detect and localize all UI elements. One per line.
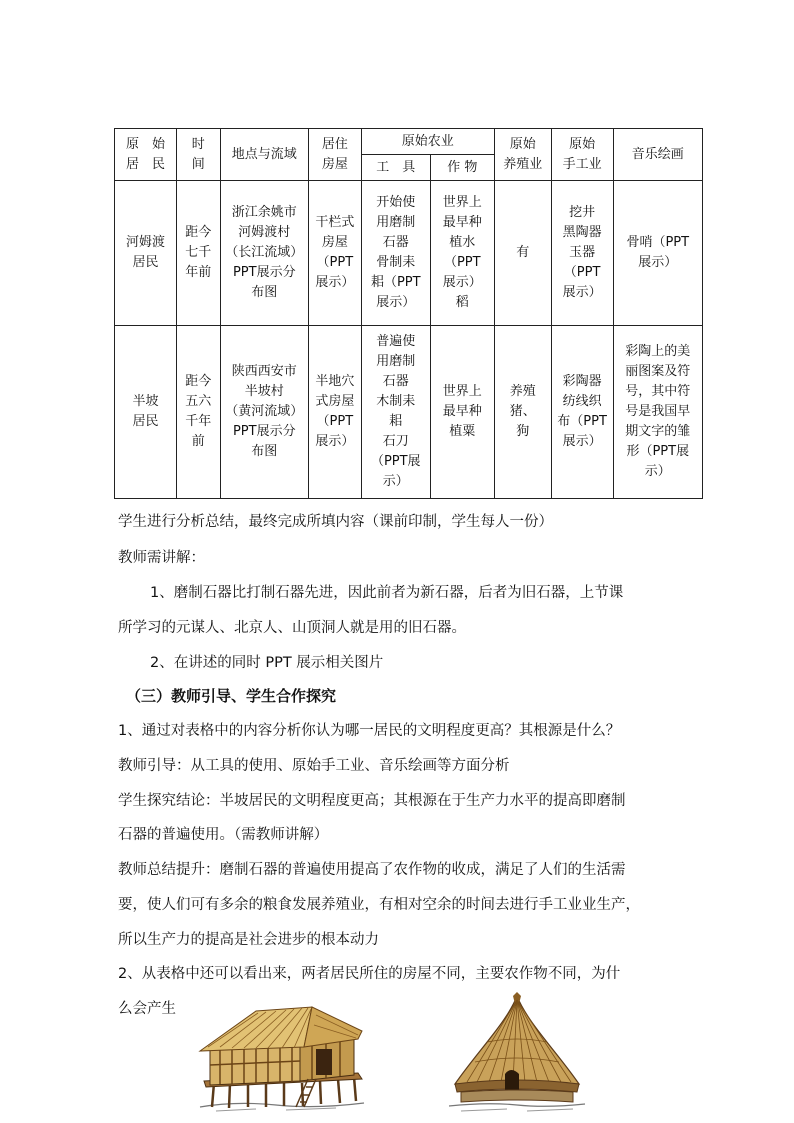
cell-line: 最早种	[442, 215, 482, 230]
cell-line: 耜（PPT	[370, 275, 421, 290]
cell-line: 石器	[382, 374, 409, 389]
cell-husbandry	[494, 326, 551, 499]
cell-line: 用磨制	[376, 215, 416, 230]
cell-line: （PPT	[316, 255, 354, 270]
cell-line: 半地穴	[315, 374, 355, 389]
cell-handicraft	[551, 181, 613, 326]
cell-line: （PPT	[563, 265, 601, 280]
cell-line: 期文字的雏	[625, 424, 691, 439]
header-agriculture: 原始农业	[361, 129, 494, 155]
cell-line: 原始	[509, 136, 536, 152]
cell-line: 号是我国早	[625, 404, 691, 419]
cell-line: 年前	[185, 265, 212, 280]
cell-location	[220, 181, 308, 326]
cell-crops	[430, 326, 494, 499]
paragraph-teacher-explain: 教师需讲解：	[118, 550, 205, 566]
cell-line: 黑陶器	[562, 225, 602, 240]
cell-tools	[361, 181, 430, 326]
cell-line: 最早种	[442, 404, 482, 419]
cell-line: 养殖	[509, 384, 536, 399]
cell-line: 居 民	[125, 156, 165, 172]
cell-line: 展示）	[442, 275, 482, 290]
cell-line: 普遍使	[376, 334, 416, 349]
cell-residents	[115, 181, 177, 326]
cell-line: 河姆渡村	[238, 225, 291, 240]
stilt-house-image	[196, 1003, 368, 1115]
table-row	[115, 181, 703, 326]
cell-line: 展示）	[376, 295, 416, 310]
cell-line: （PPT展	[370, 454, 421, 469]
cell-line: 彩陶上的美	[625, 344, 691, 359]
cell-line: 展示）	[315, 434, 355, 449]
cell-line: 开始使	[376, 195, 416, 210]
cell-line: （长江流域）	[225, 245, 304, 260]
cell-line: 原始	[569, 136, 596, 152]
question-1: 1、通过对表格中的内容分析你认为哪一居民的文明程度更高？其根源是什么？	[118, 723, 621, 739]
cell-location	[220, 326, 308, 499]
cell-line: 号，其中符	[625, 384, 691, 399]
cell-line: 稻	[455, 295, 469, 310]
cell-line: 挖井	[569, 205, 596, 220]
cell-line: 居住	[321, 136, 348, 152]
header-location: 地点与流域	[220, 129, 308, 181]
cell-line: 半坡村	[244, 384, 284, 399]
cell-line: （PPT	[443, 255, 481, 270]
cell-line: 猪、	[509, 404, 536, 419]
cell-art	[613, 326, 702, 499]
teacher-guidance: 教师引导：从工具的使用、原始手工业、音乐绘画等方面分析	[118, 758, 510, 774]
header-husbandry	[494, 129, 551, 181]
cell-line: 骨制耒	[376, 255, 416, 270]
cell-line: 植粟	[449, 424, 476, 439]
cell-line: 形（PPT展	[626, 444, 690, 459]
cell-line: 式房屋	[315, 394, 355, 409]
paragraph-point-1-cont: 所学习的元谋人、北京人、山顶洞人就是用的旧石器。	[118, 620, 466, 636]
cell-line: 房屋	[321, 156, 348, 172]
cell-line: （PPT	[316, 414, 354, 429]
cell-line: 展示）	[638, 255, 678, 270]
cell-line: 丽图案及符	[625, 364, 691, 379]
section-heading: （三）教师引导、学生合作探究	[126, 687, 337, 705]
cell-line: 房屋	[321, 235, 348, 250]
cell-tools	[361, 326, 430, 499]
cell-line: 示）	[644, 464, 671, 479]
cell-line: （黄河流域）	[225, 404, 304, 419]
teacher-summary-cont: 要，使人们可有多余的粮食发展养殖业，有相对空余的时间去进行手工业业生产，	[118, 897, 640, 913]
cell-line: 展示）	[562, 434, 602, 449]
cell-line: 五六	[185, 394, 212, 409]
cell-line: 七千	[185, 245, 212, 260]
paragraph-point-1: 1、磨制石器比打制石器先进，因此前者为新石器，后者为旧石器，上节课	[150, 585, 624, 601]
header-crops: 作 物	[430, 155, 494, 181]
cell-line: 展示）	[562, 285, 602, 300]
cell-line: 展示）	[315, 275, 355, 290]
cell-line: 布图	[251, 285, 278, 300]
cell-line: 河姆渡	[125, 235, 165, 250]
cell-art	[613, 181, 702, 326]
cell-line: 石器	[382, 235, 409, 250]
cell-line: 居民	[132, 255, 159, 270]
paragraph-summary: 学生进行分析总结，最终完成所填内容（课前印制，学生每人一份）	[118, 514, 553, 530]
cell-line: 浙江余姚市	[231, 205, 297, 220]
cell-line: 石刀	[382, 434, 409, 449]
table-row	[115, 326, 703, 499]
cell-line: 布图	[251, 444, 278, 459]
cell-line: 木制耒	[376, 394, 416, 409]
teacher-summary: 教师总结提升：磨制石器的普遍使用提高了农作物的收成，满足了人们的生活需	[118, 862, 626, 878]
header-dwelling	[308, 129, 361, 181]
cell-line: 用磨制	[376, 354, 416, 369]
cell-line: 距今	[185, 225, 212, 240]
cell-line: 纺线织	[562, 394, 602, 409]
cell-time	[176, 326, 220, 499]
cell-line: 骨哨（PPT	[626, 235, 690, 250]
cell-line: 示）	[382, 474, 409, 489]
cell-line: 距今	[185, 374, 212, 389]
cell-line: 布（PPT	[557, 414, 607, 429]
cell-line: 世界上	[442, 384, 482, 399]
cell-line: 手工业	[562, 156, 602, 172]
question-2: 2、从表格中还可以看出来，两者居民所住的房屋不同，主要农作物不同，为什	[118, 966, 621, 982]
cell-handicraft	[551, 326, 613, 499]
paragraph-point-2: 2、在讲述的同时 PPT 展示相关图片	[150, 655, 384, 671]
cell-time	[176, 181, 220, 326]
thatched-hut-image	[447, 992, 587, 1115]
cell-line: 原 始	[125, 136, 165, 152]
student-conclusion: 学生探究结论：半坡居民的文明程度更高；其根源在于生产力水平的提高即磨制	[118, 793, 626, 809]
cell-line: 居民	[132, 414, 159, 429]
header-residents	[115, 129, 177, 181]
header-time	[176, 129, 220, 181]
cell-line: 狗	[516, 424, 530, 439]
cell-dwelling	[308, 181, 361, 326]
cell-line: 有	[516, 245, 530, 260]
header-tools: 工 具	[361, 155, 430, 181]
comparison-table	[114, 128, 703, 499]
cell-line: 植水	[449, 235, 476, 250]
cell-crops	[430, 181, 494, 326]
header-art: 音乐绘画	[613, 129, 702, 181]
cell-line: 陕西西安市	[231, 364, 297, 379]
cell-residents	[115, 326, 177, 499]
student-conclusion-cont: 石器的普遍使用。（需教师讲解）	[118, 827, 329, 843]
cell-line: 玉器	[569, 245, 596, 260]
cell-line: PPT展示分	[232, 424, 296, 439]
cell-line: 前	[191, 434, 205, 449]
question-2-cont: 么会产生	[118, 1001, 176, 1017]
cell-line: 间	[191, 156, 205, 172]
cell-line: 彩陶器	[562, 374, 602, 389]
cell-line: 耜	[389, 414, 403, 429]
cell-dwelling	[308, 326, 361, 499]
cell-line: 半坡	[132, 394, 159, 409]
cell-line: 千年	[185, 414, 212, 429]
teacher-summary-end: 所以生产力的提高是社会进步的根本动力	[118, 932, 379, 948]
cell-line: PPT展示分	[232, 265, 296, 280]
cell-line: 干栏式	[315, 215, 355, 230]
cell-line: 时	[191, 136, 205, 152]
cell-line: 养殖业	[503, 156, 543, 172]
cell-husbandry	[494, 181, 551, 326]
header-handicraft	[551, 129, 613, 181]
cell-line: 世界上	[442, 195, 482, 210]
